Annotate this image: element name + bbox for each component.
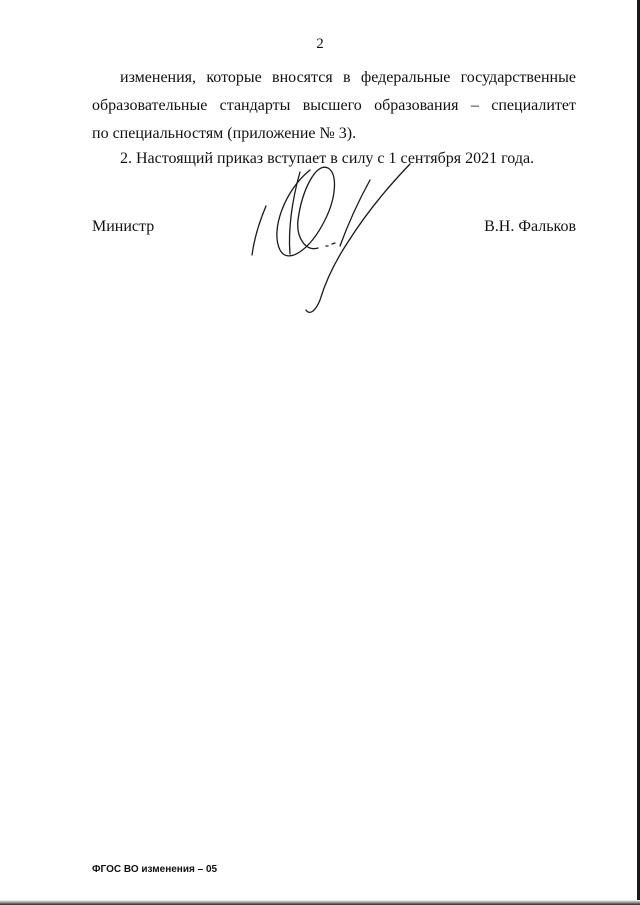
word: государственные bbox=[460, 69, 576, 86]
page-number: 2 bbox=[316, 36, 324, 52]
word: изменения, bbox=[120, 69, 197, 86]
word: – bbox=[470, 97, 479, 114]
signature-block bbox=[92, 218, 576, 236]
word: образования bbox=[374, 97, 459, 114]
signatory-title: Министр bbox=[92, 218, 155, 235]
scan-edge-bottom bbox=[0, 900, 640, 905]
word: в bbox=[342, 69, 351, 86]
word: высшего bbox=[302, 97, 362, 114]
paragraph-1 bbox=[92, 64, 576, 148]
word: которые bbox=[206, 69, 262, 86]
paragraph-1-line-2 bbox=[92, 92, 576, 120]
paragraph-1-line-3: по специальностям (приложение № 3). bbox=[92, 125, 357, 142]
word: образовательные bbox=[92, 97, 208, 114]
document-footer-code: ФГОС ВО изменения – 05 bbox=[92, 864, 218, 875]
word: вносятся bbox=[272, 69, 333, 86]
word: стандарты bbox=[219, 97, 291, 114]
signatory-name: В.Н. Фальков bbox=[484, 218, 576, 235]
word: специалитет bbox=[491, 97, 576, 114]
paragraph-1-line-1 bbox=[92, 64, 576, 92]
word: федеральные bbox=[360, 69, 451, 86]
paragraph-2: 2. Настоящий приказ вступает в силу с 1 сентября 2021 года. bbox=[120, 150, 535, 167]
